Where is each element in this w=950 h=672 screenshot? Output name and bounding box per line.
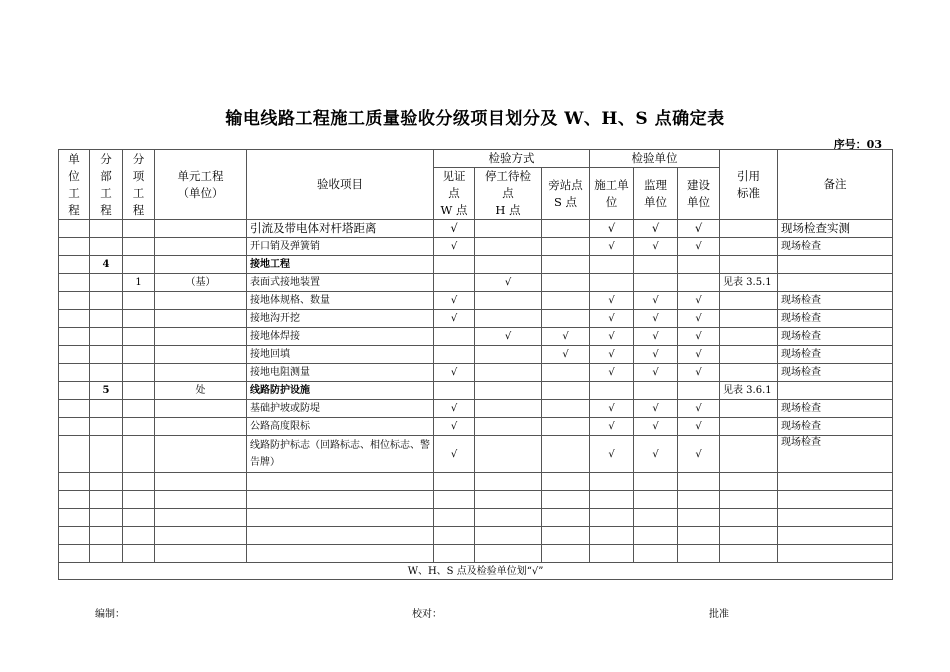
- header-org: 检验单位: [590, 150, 720, 168]
- cell-ref: [720, 256, 778, 274]
- cell-s: [542, 274, 590, 292]
- serial-number: 序号：03: [833, 138, 882, 151]
- cell-s: [542, 256, 590, 274]
- cell-item: 1: [123, 274, 155, 292]
- cell-name: 线路防护标志（回路标志、相位标志、警告牌）: [247, 436, 434, 473]
- cell-c1: √: [590, 220, 634, 238]
- table-row: [59, 274, 893, 292]
- cell-c1: √: [590, 436, 634, 473]
- cell-remark: 现场检查: [778, 292, 893, 310]
- cell-s: [542, 436, 590, 473]
- table-row: [59, 400, 893, 418]
- cell-c1: √: [590, 310, 634, 328]
- cell-remark: 现场检查: [778, 328, 893, 346]
- cell-unit: [59, 364, 90, 382]
- cell-h: [475, 382, 542, 400]
- cell-s: [542, 418, 590, 436]
- sign-check: 校对：: [412, 609, 442, 620]
- cell-element: [155, 418, 247, 436]
- cell-unit: [59, 310, 90, 328]
- header-supervise: 监理 单位: [634, 168, 678, 220]
- cell-ref: [720, 436, 778, 473]
- cell-h: [475, 346, 542, 364]
- cell-s: √: [542, 328, 590, 346]
- cell-element: [155, 436, 247, 473]
- cell-w: √: [434, 418, 475, 436]
- cell-c3: [678, 256, 720, 274]
- cell-element: [155, 310, 247, 328]
- cell-w: [434, 256, 475, 274]
- cell-name: 开口销及弹簧销: [247, 238, 434, 256]
- cell-s: √: [542, 346, 590, 364]
- cell-c2: √: [634, 418, 678, 436]
- cell-sub: 4: [90, 256, 123, 274]
- cell-c1: [590, 382, 634, 400]
- header-remark: 备注: [778, 150, 893, 220]
- cell-ref: 见表 3.5.1: [720, 274, 778, 292]
- header-h: 停工待检 点 H 点: [475, 168, 542, 220]
- cell-element: [155, 328, 247, 346]
- cell-item: [123, 328, 155, 346]
- cell-c1: [590, 274, 634, 292]
- cell-c1: [590, 256, 634, 274]
- header-method: 检验方式: [434, 150, 590, 168]
- sign-compile: 编制：: [95, 609, 125, 620]
- cell-c1: √: [590, 328, 634, 346]
- cell-item: [123, 382, 155, 400]
- cell-c2: √: [634, 310, 678, 328]
- cell-sub: [90, 220, 123, 238]
- cell-unit: [59, 436, 90, 473]
- cell-remark: [778, 274, 893, 292]
- cell-c2: √: [634, 328, 678, 346]
- table-row: [59, 364, 893, 382]
- empty-row: [59, 527, 893, 545]
- cell-name: 接地工程: [247, 256, 434, 274]
- cell-sub: [90, 364, 123, 382]
- header-w: 见证 点 W 点: [434, 168, 475, 220]
- cell-w: √: [434, 364, 475, 382]
- empty-row: [59, 509, 893, 527]
- cell-element: 处: [155, 382, 247, 400]
- table-row: [59, 256, 893, 274]
- cell-w: [434, 382, 475, 400]
- cell-ref: [720, 310, 778, 328]
- table-row: [59, 418, 893, 436]
- cell-remark: [778, 382, 893, 400]
- cell-h: [475, 238, 542, 256]
- cell-c1: √: [590, 400, 634, 418]
- cell-c2: √: [634, 400, 678, 418]
- cell-w: √: [434, 310, 475, 328]
- cell-w: [434, 274, 475, 292]
- header-row-1: [59, 150, 893, 168]
- cell-ref: [720, 346, 778, 364]
- cell-element: [155, 220, 247, 238]
- table-row: [59, 436, 893, 473]
- cell-unit: [59, 418, 90, 436]
- cell-h: [475, 292, 542, 310]
- cell-name: 表面式接地装置: [247, 274, 434, 292]
- cell-c3: √: [678, 292, 720, 310]
- header-s: 旁站点 S 点: [542, 168, 590, 220]
- header-element: 单元工程 （单位）: [155, 150, 247, 220]
- cell-sub: [90, 346, 123, 364]
- cell-c2: [634, 256, 678, 274]
- cell-c2: √: [634, 346, 678, 364]
- cell-sub: [90, 328, 123, 346]
- footnote: W、H、S 点及检验单位划“√”: [59, 563, 893, 580]
- cell-item: [123, 400, 155, 418]
- cell-element: [155, 238, 247, 256]
- cell-w: √: [434, 400, 475, 418]
- table-row: [59, 346, 893, 364]
- cell-c3: √: [678, 364, 720, 382]
- cell-item: [123, 310, 155, 328]
- cell-h: [475, 436, 542, 473]
- cell-c1: √: [590, 418, 634, 436]
- cell-remark: 现场检查: [778, 400, 893, 418]
- table-row: [59, 238, 893, 256]
- cell-sub: [90, 292, 123, 310]
- cell-c3: √: [678, 220, 720, 238]
- cell-name: 线路防护设施: [247, 382, 434, 400]
- cell-name: 接地电阻测量: [247, 364, 434, 382]
- header-unit: 单 位 工 程: [59, 150, 90, 220]
- footnote-row: [59, 563, 893, 580]
- cell-c2: √: [634, 292, 678, 310]
- cell-w: √: [434, 238, 475, 256]
- cell-element: [155, 400, 247, 418]
- cell-unit: [59, 346, 90, 364]
- cell-name: 接地回填: [247, 346, 434, 364]
- cell-h: [475, 418, 542, 436]
- empty-row: [59, 473, 893, 491]
- cell-w: [434, 346, 475, 364]
- cell-c3: √: [678, 310, 720, 328]
- header-item: 分 项 工 程: [123, 150, 155, 220]
- cell-c1: √: [590, 292, 634, 310]
- cell-unit: [59, 238, 90, 256]
- inspection-table: [58, 149, 893, 580]
- cell-ref: [720, 220, 778, 238]
- cell-c3: √: [678, 400, 720, 418]
- cell-ref: [720, 328, 778, 346]
- table-row: [59, 328, 893, 346]
- cell-name: 接地沟开挖: [247, 310, 434, 328]
- cell-s: [542, 400, 590, 418]
- table-row: [59, 310, 893, 328]
- cell-s: [542, 382, 590, 400]
- cell-item: [123, 436, 155, 473]
- cell-item: [123, 292, 155, 310]
- cell-unit: [59, 292, 90, 310]
- cell-w: [434, 328, 475, 346]
- cell-unit: [59, 400, 90, 418]
- cell-remark: 现场检查: [778, 418, 893, 436]
- cell-remark: 现场检查: [778, 436, 893, 473]
- cell-unit: [59, 328, 90, 346]
- table-row: [59, 382, 893, 400]
- cell-c2: √: [634, 436, 678, 473]
- cell-remark: 现场检查实测: [778, 220, 893, 238]
- cell-name: 接地体规格、数量: [247, 292, 434, 310]
- cell-remark: 现场检查: [778, 238, 893, 256]
- empty-row: [59, 545, 893, 563]
- cell-s: [542, 220, 590, 238]
- cell-ref: [720, 418, 778, 436]
- cell-h: √: [475, 328, 542, 346]
- cell-h: [475, 400, 542, 418]
- cell-item: [123, 220, 155, 238]
- cell-w: √: [434, 436, 475, 473]
- cell-name: 引流及带电体对杆塔距离: [247, 220, 434, 238]
- cell-element: [155, 364, 247, 382]
- cell-s: [542, 310, 590, 328]
- cell-h: [475, 256, 542, 274]
- cell-item: [123, 256, 155, 274]
- cell-w: √: [434, 220, 475, 238]
- cell-unit: [59, 274, 90, 292]
- cell-item: [123, 346, 155, 364]
- empty-row: [59, 491, 893, 509]
- cell-c3: √: [678, 328, 720, 346]
- cell-c2: √: [634, 220, 678, 238]
- cell-c3: √: [678, 418, 720, 436]
- header-build: 建设 单位: [678, 168, 720, 220]
- cell-s: [542, 238, 590, 256]
- cell-remark: [778, 256, 893, 274]
- cell-ref: [720, 364, 778, 382]
- cell-sub: [90, 418, 123, 436]
- cell-unit: [59, 256, 90, 274]
- cell-c2: [634, 382, 678, 400]
- cell-s: [542, 364, 590, 382]
- cell-c3: √: [678, 346, 720, 364]
- cell-unit: [59, 382, 90, 400]
- cell-element: [155, 256, 247, 274]
- cell-item: [123, 238, 155, 256]
- cell-s: [542, 292, 590, 310]
- cell-c2: √: [634, 238, 678, 256]
- sign-approve: 批准: [709, 609, 729, 620]
- page-title: 输电线路工程施工质量验收分级项目划分及 W、H、S 点确定表: [225, 109, 725, 129]
- cell-c3: [678, 382, 720, 400]
- cell-name: 接地体焊接: [247, 328, 434, 346]
- cell-ref: [720, 292, 778, 310]
- cell-name: 公路高度限标: [247, 418, 434, 436]
- cell-sub: 5: [90, 382, 123, 400]
- cell-element: [155, 346, 247, 364]
- header-sub: 分 部 工 程: [90, 150, 123, 220]
- cell-h: [475, 220, 542, 238]
- cell-c2: √: [634, 364, 678, 382]
- cell-ref: [720, 238, 778, 256]
- cell-sub: [90, 238, 123, 256]
- cell-unit: [59, 220, 90, 238]
- header-ref: 引用 标准: [720, 150, 778, 220]
- cell-sub: [90, 310, 123, 328]
- cell-c3: [678, 274, 720, 292]
- cell-remark: 现场检查: [778, 346, 893, 364]
- cell-sub: [90, 274, 123, 292]
- cell-remark: 现场检查: [778, 364, 893, 382]
- table-row: [59, 220, 893, 238]
- cell-sub: [90, 400, 123, 418]
- cell-item: [123, 418, 155, 436]
- cell-h: [475, 364, 542, 382]
- cell-c3: √: [678, 436, 720, 473]
- cell-c1: √: [590, 346, 634, 364]
- cell-w: √: [434, 292, 475, 310]
- cell-sub: [90, 436, 123, 473]
- cell-h: [475, 310, 542, 328]
- header-inspect: 验收项目: [247, 150, 434, 220]
- cell-c2: [634, 274, 678, 292]
- cell-c1: √: [590, 238, 634, 256]
- cell-item: [123, 364, 155, 382]
- cell-element: [155, 292, 247, 310]
- cell-c1: √: [590, 364, 634, 382]
- cell-element: （基）: [155, 274, 247, 292]
- cell-ref: 见表 3.6.1: [720, 382, 778, 400]
- table-row: [59, 292, 893, 310]
- cell-remark: 现场检查: [778, 310, 893, 328]
- cell-name: 基础护坡或防堤: [247, 400, 434, 418]
- cell-h: √: [475, 274, 542, 292]
- cell-c3: √: [678, 238, 720, 256]
- cell-ref: [720, 400, 778, 418]
- header-construct: 施工单 位: [590, 168, 634, 220]
